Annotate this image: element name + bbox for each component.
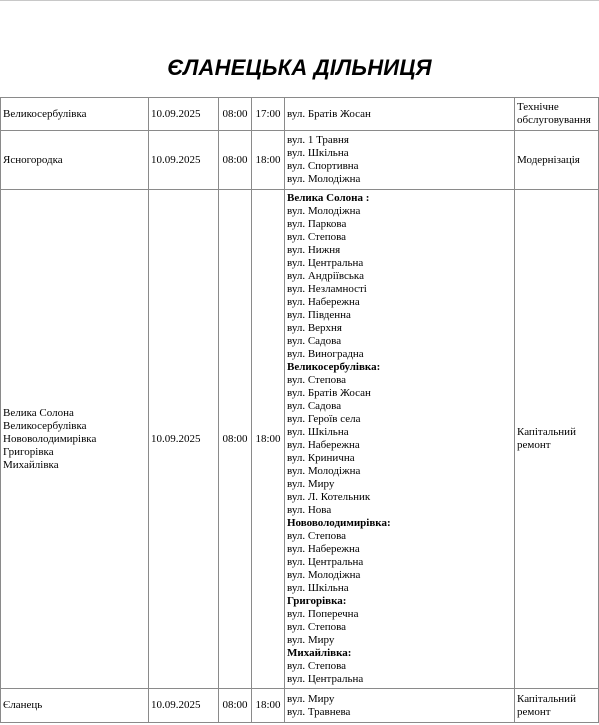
street-name: вул. Центральна xyxy=(287,257,364,269)
street-name: вул. Шкільна xyxy=(287,426,349,438)
settlement-heading: Нововолодимирівка: xyxy=(287,517,391,529)
top-divider xyxy=(0,0,599,1)
street-name: вул. Кринична xyxy=(287,452,355,464)
settlement-name: Нововолодимирівка xyxy=(3,432,97,445)
start-time-cell: 08:00 xyxy=(219,131,252,190)
street-name: вул. Степова xyxy=(287,374,347,386)
schedule-body xyxy=(1,98,599,723)
settlement-name: Велика Солона xyxy=(3,406,74,419)
end-time-cell: 17:00 xyxy=(252,98,285,131)
settlement-name: Єланець xyxy=(3,699,43,711)
settlement-heading: Велика Солона : xyxy=(287,192,370,204)
settlement-name: Великосербулівка xyxy=(3,419,87,432)
street-name: вул. Молодіжна xyxy=(287,569,361,581)
page-title: ЄЛАНЕЦЬКА ДІЛЬНИЦЯ xyxy=(167,55,432,80)
table-row xyxy=(1,190,599,689)
settlements-cell xyxy=(1,131,149,190)
street-name: вул. Андріївська xyxy=(287,270,364,282)
streets-cell xyxy=(285,131,515,190)
street-name: вул. Виноградна xyxy=(287,348,364,360)
street-name: вул. Поперечна xyxy=(287,608,359,620)
settlement-name: Михайлівка xyxy=(3,458,59,471)
settlements-cell xyxy=(1,98,149,131)
street-name: вул. Молодіжна xyxy=(287,173,361,185)
reason-cell: Технічне обслуговування xyxy=(515,98,599,131)
street-name: вул. Миру xyxy=(287,692,335,705)
settlement-name: Ясногородка xyxy=(3,153,63,166)
date-cell: 10.09.2025 xyxy=(149,131,219,190)
street-name: вул. Садова xyxy=(287,335,342,347)
settlement-name: Григорівка xyxy=(3,445,54,458)
table-row xyxy=(1,131,599,190)
end-time-cell: 18:00 xyxy=(252,131,285,190)
date-cell: 10.09.2025 xyxy=(149,98,219,131)
street-name: вул. Л. Котельник xyxy=(287,491,371,503)
settlement-heading: Михайлівка: xyxy=(287,647,352,659)
street-name: вул. Садова xyxy=(287,400,342,412)
street-name: вул. Шкільна xyxy=(287,147,349,159)
street-name: вул. Братів Жосан xyxy=(287,107,371,120)
street-name: вул. Молодіжна xyxy=(287,205,361,217)
end-time-cell: 18:00 xyxy=(252,190,285,689)
table-row xyxy=(1,98,599,131)
start-time-cell: 08:00 xyxy=(219,190,252,689)
street-name: вул. Південна xyxy=(287,309,351,321)
street-name: вул. Набережна xyxy=(287,543,360,555)
street-name: вул. Степова xyxy=(287,530,347,542)
settlements-cell xyxy=(1,190,149,689)
streets-cell xyxy=(285,689,515,723)
street-name: вул. Степова xyxy=(287,660,347,672)
street-name: вул. Миру xyxy=(287,634,335,646)
settlement-name: Великосербулівка xyxy=(3,107,87,120)
street-name: вул. Центральна xyxy=(287,673,364,685)
reason-cell: Капітальний ремонт xyxy=(515,689,599,723)
street-name: вул. Героїв села xyxy=(287,413,361,425)
end-time-cell: 18:00 xyxy=(252,689,285,723)
street-name: вул. Миру xyxy=(287,478,335,490)
street-name: вул. Нижня xyxy=(287,244,341,256)
settlements-cell xyxy=(1,689,149,723)
street-name: вул. Нова xyxy=(287,504,332,516)
street-name: вул. Степова xyxy=(287,231,347,243)
streets-cell xyxy=(285,98,515,131)
street-name: вул. Спортивна xyxy=(287,160,359,172)
date-cell: 10.09.2025 xyxy=(149,689,219,723)
street-name: вул. Молодіжна xyxy=(287,465,361,477)
settlement-heading: Григорівка: xyxy=(287,595,347,607)
street-name: вул. Степова xyxy=(287,621,347,633)
street-name: вул. Шкільна xyxy=(287,582,349,594)
start-time-cell: 08:00 xyxy=(219,689,252,723)
streets-cell xyxy=(285,190,515,689)
street-name: вул. Набережна xyxy=(287,296,360,308)
street-name: вул. Братів Жосан xyxy=(287,387,371,399)
street-name: вул. Набережна xyxy=(287,439,360,451)
street-name: вул. Паркова xyxy=(287,218,347,230)
settlement-heading: Великосербулівка: xyxy=(287,361,381,373)
table-row xyxy=(1,689,599,723)
start-time-cell: 08:00 xyxy=(219,98,252,131)
street-name: вул. Травнева xyxy=(287,705,351,718)
street-name: вул. Верхня xyxy=(287,322,342,334)
reason-cell: Капітальний ремонт xyxy=(515,190,599,689)
street-name: вул. Незламності xyxy=(287,283,367,295)
date-cell: 10.09.2025 xyxy=(149,190,219,689)
street-name: вул. Центральна xyxy=(287,556,364,568)
street-name: вул. 1 Травня xyxy=(287,134,349,146)
reason-cell: Модернізація xyxy=(515,131,599,190)
outage-schedule-table xyxy=(0,97,599,723)
